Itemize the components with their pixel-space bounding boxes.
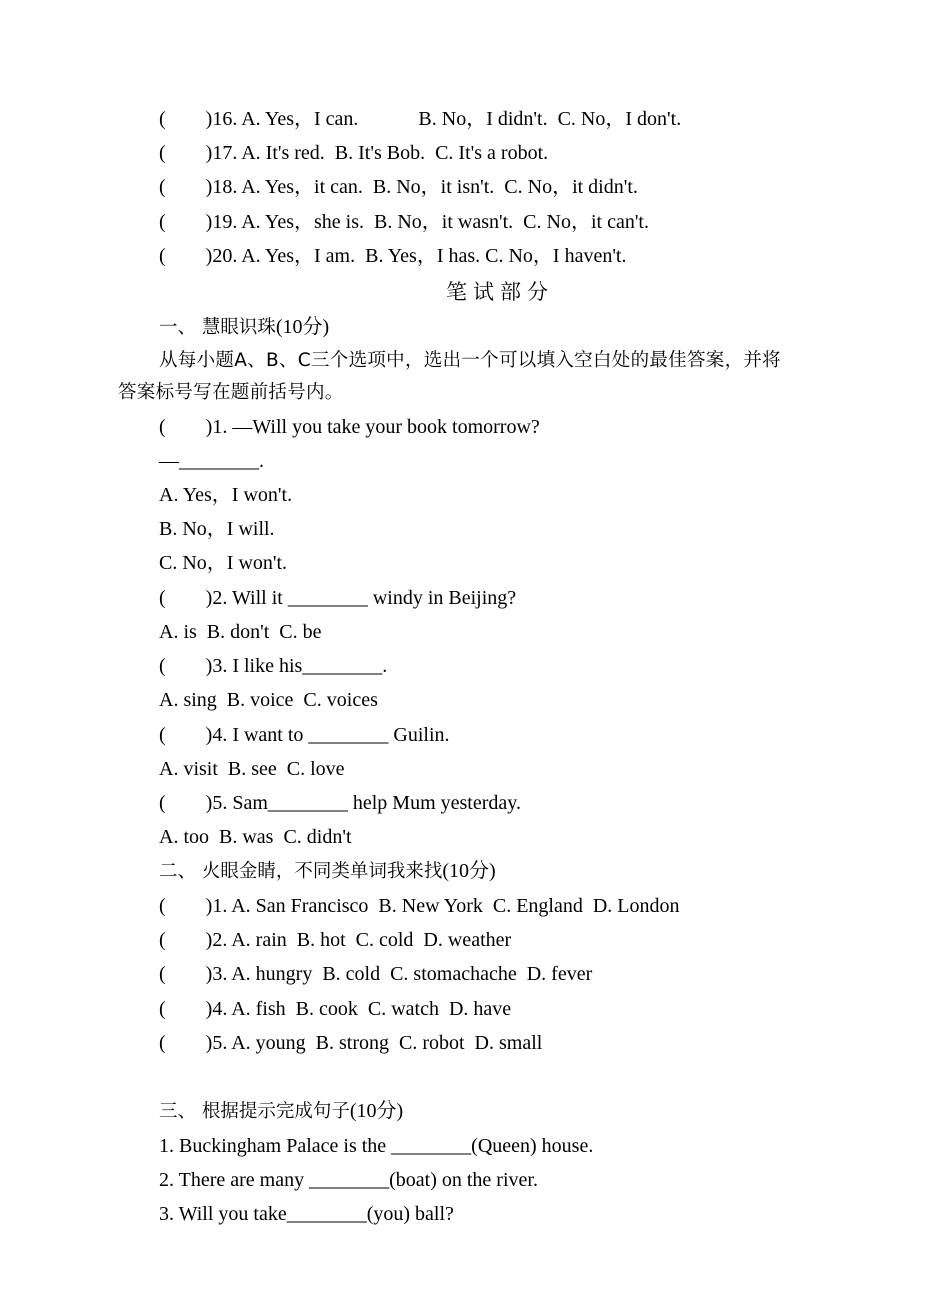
section1-instruction-line2: 答案标号写在题前括号内。 — [118, 382, 344, 403]
section2-question-5: ( )5. A. young B. strong C. robot D. small — [159, 1032, 543, 1054]
section1-question-3: ( )3. I like his________. — [159, 655, 388, 677]
section2-question-3: ( )3. A. hungry B. cold C. stomachache D. fever — [159, 963, 593, 985]
section1-question-2: ( )2. Will it ________ windy in Beijing? — [159, 587, 517, 609]
section1-answer-blank-1: —________. — [159, 450, 264, 472]
section2-question-1: ( )1. A. San Francisco B. New York C. England D. London — [159, 895, 680, 917]
section1-options-2: A. is B. don't C. be — [159, 621, 322, 643]
listening-item-20: ( )20. A. Yes，I am. B. Yes，I has. C. No，I haven't. — [159, 245, 627, 267]
section3-sentence-1: 1. Buckingham Palace is the ________(Queen) house. — [159, 1135, 594, 1157]
section2-question-4: ( )4. A. fish B. cook C. watch D. have — [159, 998, 512, 1020]
section1-score: (10分) — [275, 316, 330, 338]
section2-score: (10分) — [442, 860, 496, 882]
section1-instruction-line1: 从每小题A、B、C三个选项中，选出一个可以填入空白处的最佳答案，并将 — [159, 350, 781, 371]
listening-item-18: ( )18. A. Yes，it can. B. No，it isn't. C. No，it didn't. — [159, 176, 638, 198]
listening-item-16: ( )16. A. Yes，I can. B. No，I didn't. C. No，I don't. — [159, 108, 682, 130]
section1-question-4: ( )4. I want to ________ Guilin. — [159, 724, 450, 746]
section1-option-1a: A. Yes，I won't. — [159, 484, 293, 506]
section3-heading — [159, 1099, 403, 1123]
listening-item-17: ( )17. A. It's red. B. It's Bob. C. It's a robot. — [159, 142, 549, 164]
section2-question-2: ( )2. A. rain B. hot C. cold D. weather — [159, 929, 512, 951]
section1-heading — [159, 315, 329, 339]
section1-options-4: A. visit B. see C. love — [159, 758, 345, 780]
section1-heading-text: 一、 慧眼识珠 — [159, 317, 276, 338]
section3-sentence-3: 3. Will you take________(you) ball? — [159, 1203, 454, 1225]
section1-option-1b: B. No，I will. — [159, 518, 275, 540]
section1-option-1c: C. No，I won't. — [159, 552, 288, 574]
section1-question-1: ( )1. —Will you take your book tomorrow? — [159, 416, 540, 438]
section1-options-3: A. sing B. voice C. voices — [159, 689, 378, 711]
listening-item-19: ( )19. A. Yes，she is. B. No，it wasn't. C. No，it can't. — [159, 211, 649, 233]
section1-options-5: A. too B. was C. didn't — [159, 826, 352, 848]
section3-score: (10分) — [349, 1100, 404, 1122]
section3-sentence-2: 2. There are many ________(boat) on the river. — [159, 1169, 538, 1191]
section2-heading — [159, 859, 496, 883]
section2-heading-text: 二、 火眼金睛，不同类单词我来找 — [159, 861, 443, 882]
section3-heading-text: 三、 根据提示完成句子 — [159, 1101, 350, 1122]
section1-question-5: ( )5. Sam________ help Mum yesterday. — [159, 792, 521, 814]
written-part-title: 笔试部分 — [446, 280, 554, 304]
